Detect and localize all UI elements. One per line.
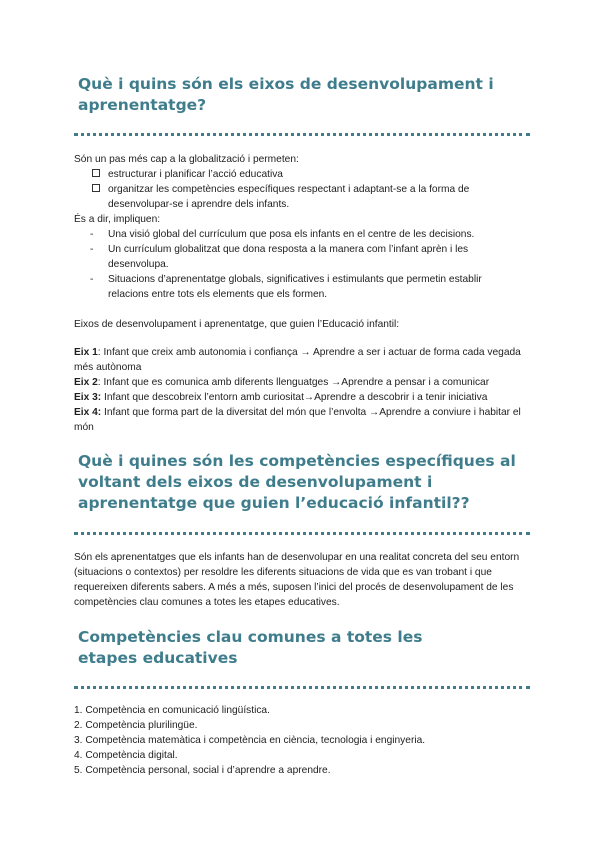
dotted-divider	[74, 133, 530, 136]
dash-list-item: - Una visió global del currículum que posa els infants en el centre de les decisions.	[90, 229, 475, 240]
section1-title: Què i quins són els eixos de desenvolupament i aprenentatge?	[78, 75, 494, 114]
dash-list-item: - Un currículum globalitzat que dona resposta a la manera com l’infant aprèn i les desenvolupa.	[90, 244, 469, 270]
dotted-divider	[74, 532, 530, 535]
section3-title: Competències clau comunes a totes les etapes educatives	[78, 628, 423, 667]
dash-list-item: - Situacions d’aprenentatge globals, significatives i estimulants que permetin establir relacions entre tots els elements que els formen.	[90, 274, 482, 300]
eix-item: Eix 4: Infant que forma part de la diversitat del món que l’envolta →Aprendre a conviure i habitar el món	[74, 407, 521, 433]
competence-item: 3. Competència matemàtica i competència en ciència, tecnologia i enginyeria.	[74, 735, 426, 746]
implies-text: És a dir, impliquen:	[74, 214, 161, 225]
competence-item: 5. Competència personal, social i d’aprendre a aprendre.	[74, 765, 331, 776]
checklist-item: estructurar i planificar l’acció educativa	[90, 167, 530, 182]
eix-label: Eix 2	[74, 377, 98, 388]
section1-intro: Són un pas més cap a la globalització i permeten:	[74, 154, 299, 165]
eixos-intro: Eixos de desenvolupament i aprenentatge, que guien l’Educació infantil:	[74, 319, 400, 330]
checkbox-icon	[92, 169, 100, 177]
eix-label: Eix 4:	[74, 407, 102, 418]
competence-item: 2. Competència plurilingüe.	[74, 720, 198, 731]
eix-item: Eix 2: Infant que es comunica amb diferents llenguatges →Aprendre a pensar i a comunicar	[74, 377, 490, 388]
eix-item: Eix 1: Infant que creix amb autonomia i confiança → Aprendre a ser i actuar de forma cada vegada més autònoma	[74, 347, 521, 373]
dotted-divider	[74, 686, 530, 689]
eix-item: Eix 3: Infant que descobreix l’entorn amb curiositat→Aprendre a descobrir i a tenir iniciativa	[74, 392, 488, 403]
checkbox-icon	[92, 184, 100, 192]
section2-body: Són els aprenentatges que els infants han de desenvolupar en una realitat concreta del seu entorn (situacions o contextos) per resoldre les diferents situacions de vida que es van trobant i que requereixen diferents sabers. A més a més, suposen l’inici del procés de desenvolupament de les competències clau comunes a totes les etapes educatives.	[74, 552, 520, 608]
section2-title: Què i quines són les competències específiques al voltant dels eixos de desenvolupament i aprenentatge que guien l’educació infantil??	[78, 452, 516, 512]
competence-item: 4. Competència digital.	[74, 750, 178, 761]
checklist-item: organitzar les competències específiques respectant i adaptant-se a la forma de desenvolupar-se i aprendre dels infants.	[90, 182, 530, 212]
eix-label: Eix 3:	[74, 392, 102, 403]
competence-item: 1. Competència en comunicació lingüística.	[74, 705, 270, 716]
eix-label: Eix 1	[74, 347, 98, 358]
